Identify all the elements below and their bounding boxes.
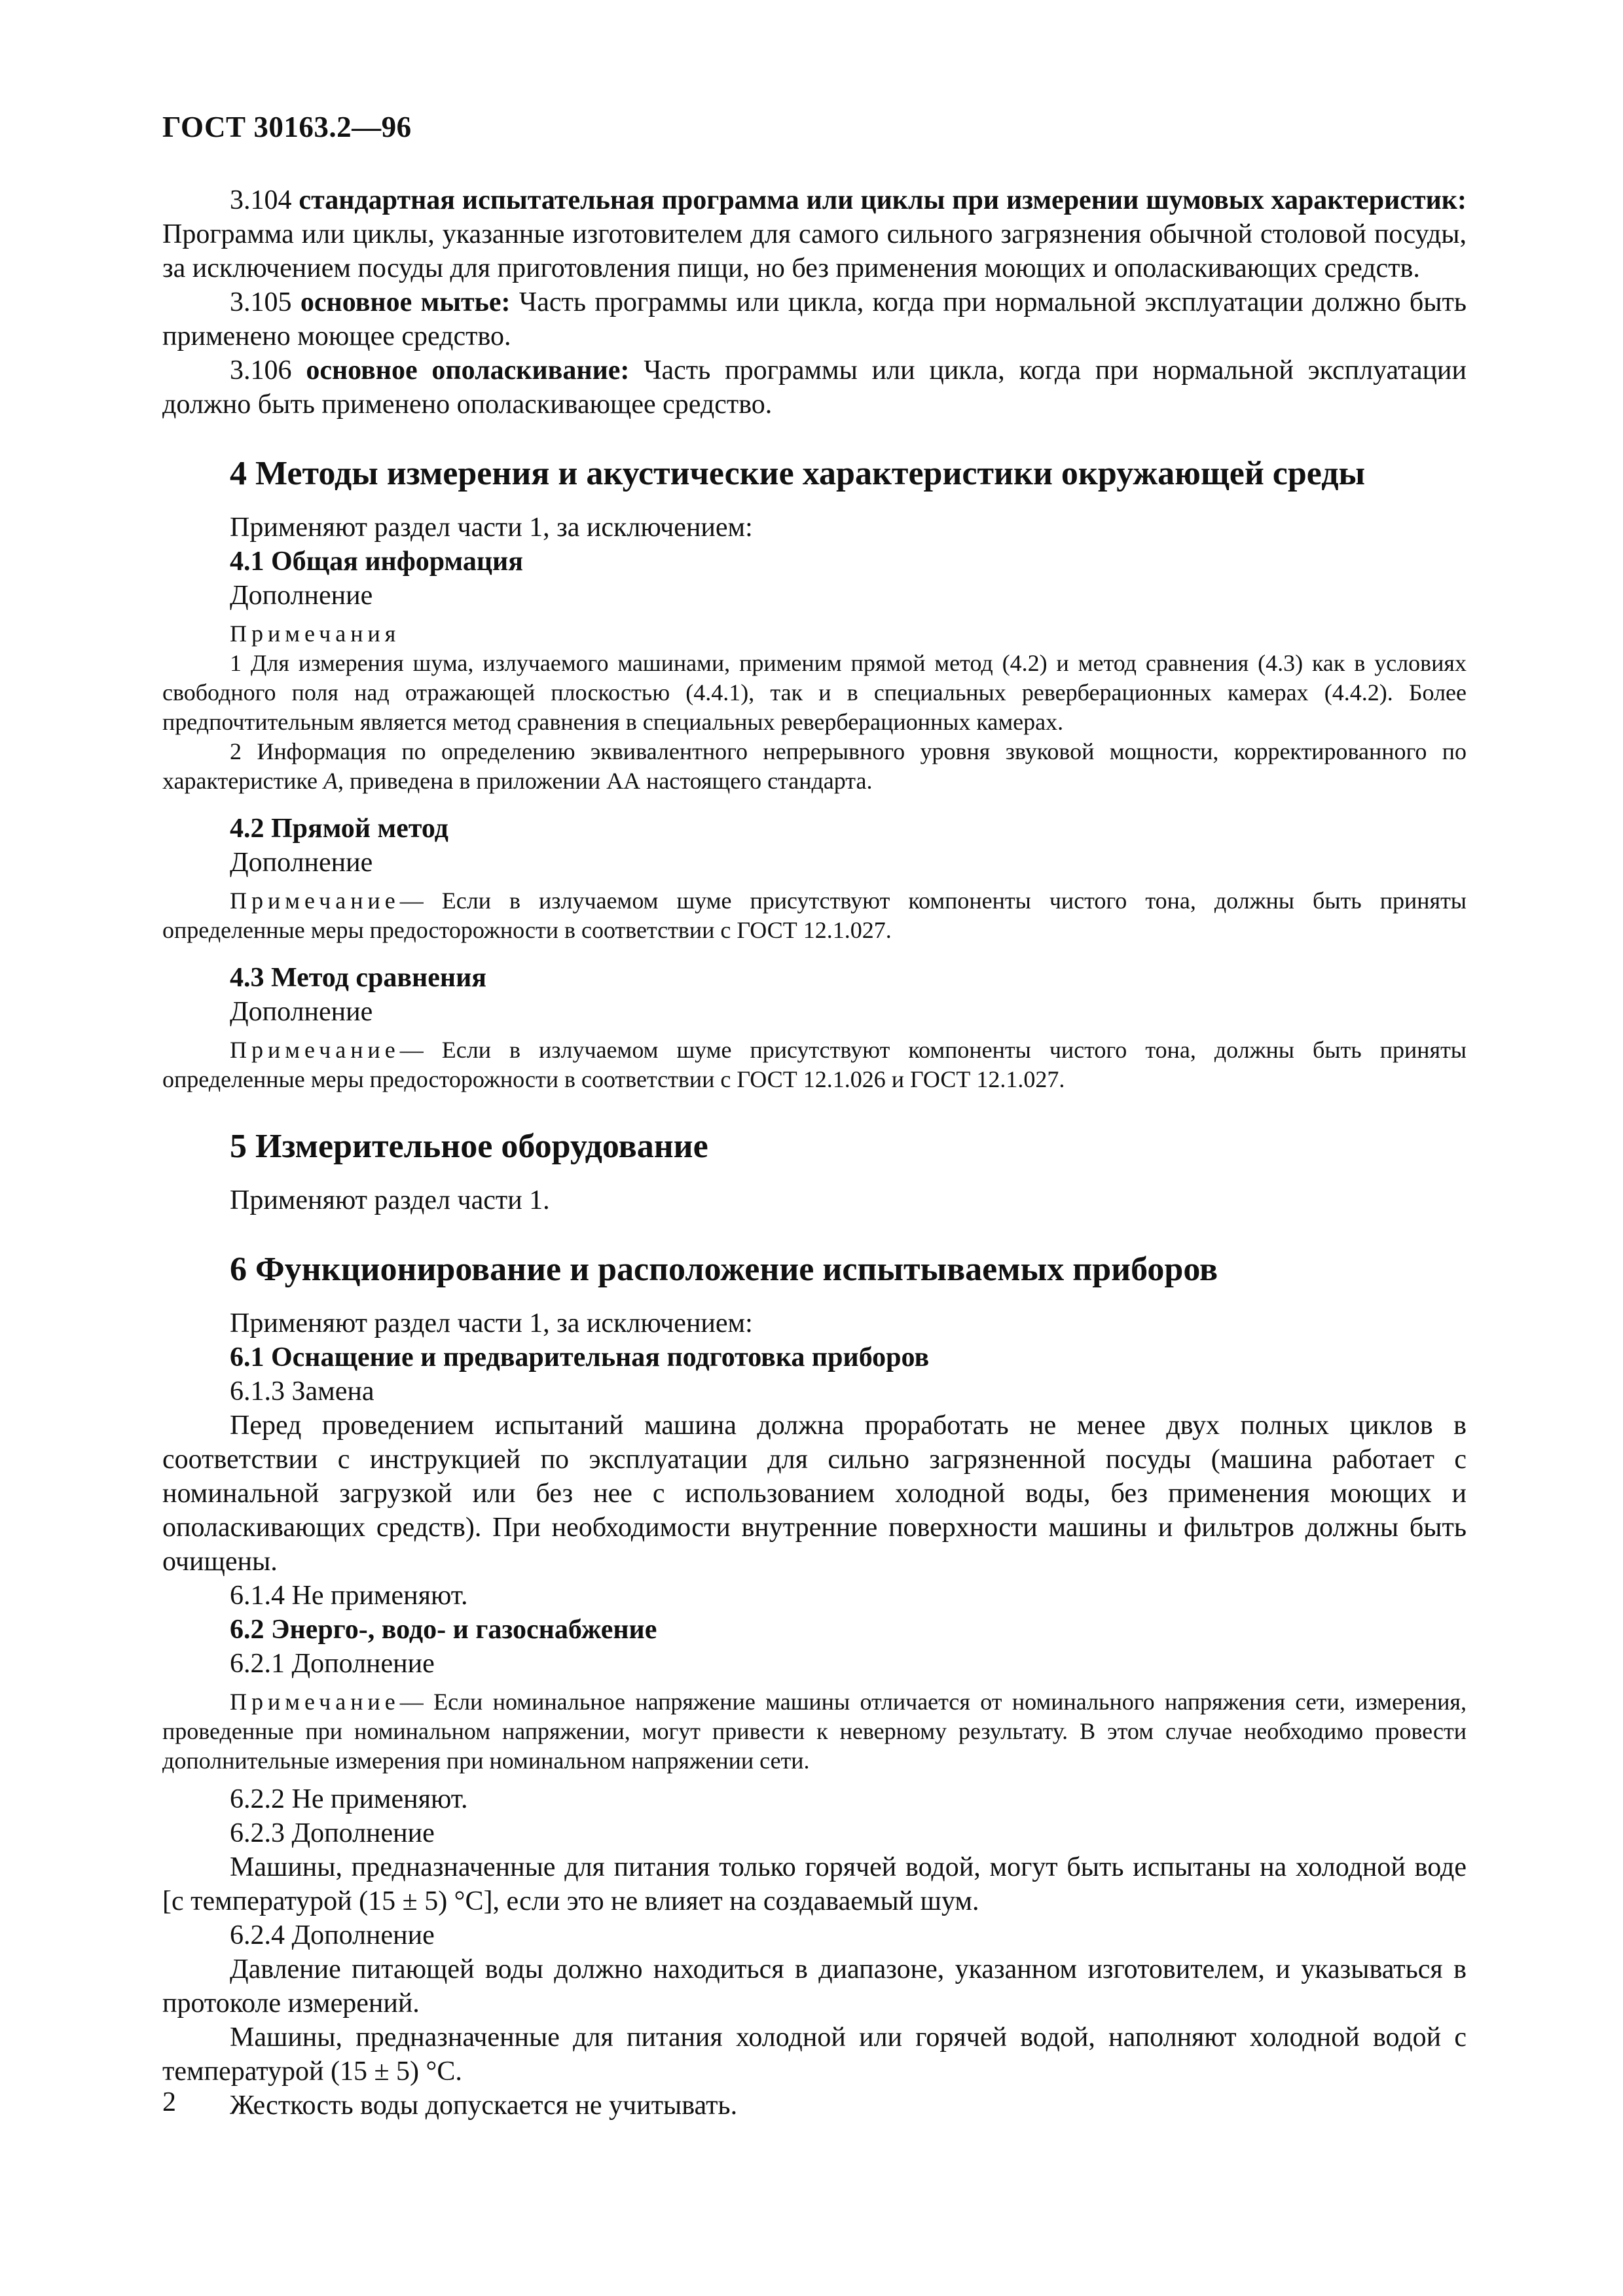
section-4-heading: 4 Методы измерения и акустические характеристики окружающей среды <box>230 455 1366 492</box>
note-2-text: 2 Информация по определению эквивалентного непрерывного уровня звуковой мощности, корректированного по характеристике <box>162 738 1467 794</box>
note-4-3 <box>162 1035 1467 1094</box>
note-2 <box>162 737 1467 796</box>
subsection-4-1-heading: 4.1 Общая информация <box>230 547 523 577</box>
section-6-intro: Применяют раздел части 1, за исключением: <box>230 1308 753 1338</box>
clause-6-1-3: 6.1.3 Замена <box>230 1376 374 1407</box>
section-4-intro: Применяют раздел части 1, за исключением: <box>230 512 753 543</box>
note-text: — Если в излучаемом шуме присутствуют компоненты чистого тона, должны быть приняты определенные меры предосторожности в соответствии с ГОСТ 12.1.026 и ГОСТ 12.1.027. <box>162 1037 1467 1092</box>
note-6-2-1 <box>162 1687 1467 1776</box>
section-5-text: Применяют раздел части 1. <box>230 1185 550 1215</box>
definition-3-106 <box>162 353 1467 422</box>
definition-text: Программа или циклы, указанные изготовителем для самого сильного загрязнения обычной столовой посуды, за исключением посуды для приготовления пищи, но без применения моющих и ополаскивающих средств. <box>162 219 1467 283</box>
section-5-heading: 5 Измерительное оборудование <box>230 1128 708 1165</box>
clause-6-2-2: 6.2.2 Не применяют. <box>230 1784 468 1814</box>
subsection-4-3-heading: 4.3 Метод сравнения <box>230 963 486 993</box>
definition-3-105 <box>162 285 1467 353</box>
subsection-6-2-heading: 6.2 Энерго-, водо- и газоснабжение <box>230 1615 657 1645</box>
clause-6-2-3-text: Машины, предназначенные для питания только горячей водой, могут быть испытаны на холодной воде [с температурой (15 ± 5) °С], если это не влияет на создаваемый шум. <box>162 1852 1467 1916</box>
definition-term: основное мытье: <box>300 287 511 317</box>
definition-term: основное ополаскивание: <box>306 355 630 386</box>
clause-6-2-4-text-a: Давление питающей воды должно находиться в диапазоне, указанном изготовителем, и указываться в протоколе измерений. <box>162 1954 1467 2018</box>
note-label: Примечание <box>230 1037 400 1063</box>
notes-heading: Примечания <box>230 620 401 647</box>
clause-6-2-4-text-c: Жесткость воды допускается не учитывать. <box>230 2090 738 2121</box>
clause-6-2-4-text-b: Машины, предназначенные для питания холодной или горячей водой, наполняют холодной водой с температурой (15 ± 5) °С. <box>162 2022 1467 2087</box>
note-2-variable: A <box>323 768 338 794</box>
subsection-6-1-heading: 6.1 Оснащение и предварительная подготовка приборов <box>230 1342 930 1372</box>
clause-6-2-3: 6.2.3 Дополнение <box>230 1818 435 1848</box>
subsection-4-1-kind: Дополнение <box>230 581 373 611</box>
page-number: 2 <box>162 2087 176 2117</box>
definition-number: 3.106 <box>230 355 292 386</box>
subsection-4-2-kind: Дополнение <box>230 848 373 878</box>
note-text: — Если в излучаемом шуме присутствуют компоненты чистого тона, должны быть приняты определенные меры предосторожности в соответствии с ГОСТ 12.1.027. <box>162 888 1467 943</box>
note-label: Примечание <box>230 888 400 914</box>
note-label: Примечание <box>230 1689 400 1715</box>
clause-6-2-1: 6.2.1 Дополнение <box>230 1649 435 1679</box>
definition-number: 3.104 <box>230 185 292 215</box>
clause-6-2-4: 6.2.4 Дополнение <box>230 1920 435 1950</box>
definition-number: 3.105 <box>230 287 292 317</box>
standard-code-header: ГОСТ 30163.2—96 <box>162 111 412 143</box>
note-text: — Если номинальное напряжение машины отличается от номинального напряжения сети, измерения, проведенные при номинальном напряжении, могут привести к неверному результату. В этом случае необходимо провести дополнительные измерения при номинальном напряжении сети. <box>162 1689 1467 1774</box>
section-6-heading: 6 Функционирование и расположение испытываемых приборов <box>230 1251 1218 1288</box>
clause-6-1-4: 6.1.4 Не применяют. <box>230 1581 468 1611</box>
note-4-2 <box>162 886 1467 945</box>
subsection-4-3-kind: Дополнение <box>230 997 373 1027</box>
note-1: 1 Для измерения шума, излучаемого машинами, применим прямой метод (4.2) и метод сравнения (4.3) как в условиях свободного поля над отражающей плоскостью (4.4.1), так и в специальных реверберационных камерах (4.4.2). Более предпочтительным является метод сравнения в специальных реверберационных камерах. <box>162 650 1467 735</box>
definition-3-104 <box>162 183 1467 285</box>
definition-text: Часть программы или цикла, когда при нормальной эксплуатации должно быть применено моющее средство. <box>162 287 1467 351</box>
definition-term: стандартная испытательная программа или циклы при измерении шумовых характеристик: <box>299 185 1467 215</box>
definition-text: Часть программы или цикла, когда при нормальной эксплуатации должно быть применено ополаскивающее средство. <box>162 355 1467 420</box>
note-2-text-end: , приведена в приложении АА настоящего стандарта. <box>338 768 873 794</box>
page-content <box>162 183 1467 2123</box>
clause-6-1-3-text: Перед проведением испытаний машина должна проработать не менее двух полных циклов в соответствии с инструкцией по эксплуатации для сильно загрязненной посуды (машина работает с номинальной загрузкой или без нее с использованием холодной воды, без применения моющих и ополаскивающих средств). При необходимости внутренние поверхности машины и фильтров должны быть очищены. <box>162 1410 1467 1577</box>
subsection-4-2-heading: 4.2 Прямой метод <box>230 814 448 844</box>
